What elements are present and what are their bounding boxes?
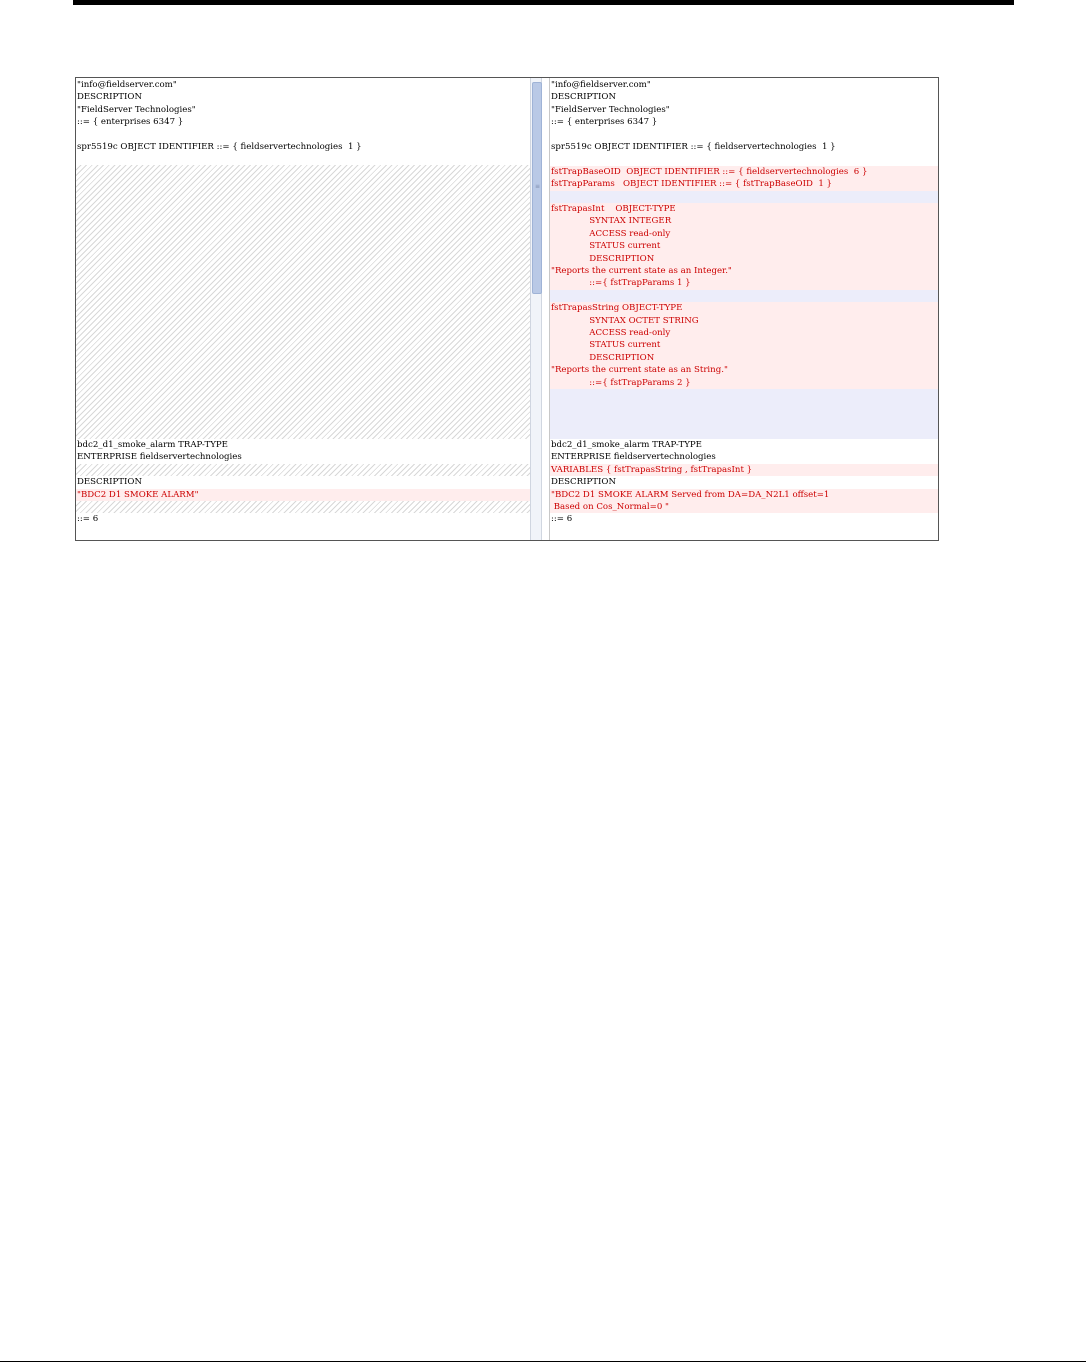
- code-line: "FieldServer Technologies": [77, 104, 196, 115]
- code-line: spr5519c OBJECT IDENTIFIER ::= { fieldservertechnologies 1 }: [77, 142, 362, 152]
- changed-line: "Reports the current state as an Integer.": [551, 266, 732, 276]
- code-line: ::= 6: [77, 514, 99, 525]
- code-line: [550, 153, 938, 165]
- changed-line: SYNTAX OCTET STRING: [551, 315, 699, 326]
- changed-line: STATUS current: [551, 241, 661, 252]
- code-line: bdc2_d1_smoke_alarm TRAP-TYPE: [77, 440, 228, 450]
- changed-line: STATUS current: [551, 340, 661, 351]
- code-line: [76, 129, 530, 141]
- changed-line: Based on Cos_Normal=0 ": [551, 502, 669, 512]
- changed-line: ACCESS read-only: [551, 228, 671, 239]
- diff-gutter: [542, 78, 550, 540]
- changed-line: fstTrapasString OBJECT-TYPE: [551, 303, 683, 314]
- code-line: ::= { enterprises 6347 }: [551, 117, 658, 128]
- code-line: "FieldServer Technologies": [551, 104, 670, 115]
- code-line: bdc2_d1_smoke_alarm TRAP-TYPE: [551, 440, 702, 450]
- code-line: ::= 6: [551, 514, 573, 525]
- code-line: [550, 129, 938, 141]
- changed-line: ACCESS read-only: [551, 328, 671, 338]
- footer-rule: [0, 1361, 1086, 1362]
- vertical-scrollbar[interactable]: [530, 78, 542, 540]
- code-line: [550, 191, 938, 203]
- changed-line: ::={ fstTrapParams 1 }: [551, 278, 691, 289]
- changed-line: "BDC2 D1 SMOKE ALARM Served from DA=DA_N2L1 offset=1: [551, 489, 830, 500]
- left-pane[interactable]: [76, 78, 530, 540]
- changed-line: fstTrapBaseOID OBJECT IDENTIFIER ::= { fieldservertechnologies 6 }: [551, 166, 868, 177]
- code-line: spr5519c OBJECT IDENTIFIER ::= { fieldservertechnologies 1 }: [551, 142, 836, 152]
- changed-line: fstTrapParams OBJECT IDENTIFIER ::= { fstTrapBaseOID 1 }: [551, 179, 832, 190]
- code-line: DESCRIPTION: [77, 92, 142, 103]
- code-line: "info@fieldserver.com": [77, 80, 177, 90]
- missing-lines-hatch: [76, 165, 530, 439]
- changed-line: ::={ fstTrapParams 2 }: [551, 377, 691, 388]
- changed-line: DESCRIPTION: [551, 352, 655, 363]
- right-pane[interactable]: [550, 78, 938, 540]
- scrollbar-thumb[interactable]: [532, 82, 542, 294]
- code-line: DESCRIPTION: [77, 477, 142, 488]
- code-line: [550, 290, 938, 302]
- changed-line: fstTrapasInt OBJECT-TYPE: [551, 204, 676, 214]
- code-line: "info@fieldserver.com": [551, 80, 651, 90]
- code-line: DESCRIPTION: [551, 477, 616, 488]
- changed-line: DESCRIPTION: [551, 253, 655, 264]
- grip-icon: ≡: [535, 183, 541, 190]
- changed-line: "Reports the current state as an String.": [551, 365, 728, 376]
- code-line: ::= { enterprises 6347 }: [77, 117, 184, 128]
- changed-line: "BDC2 D1 SMOKE ALARM": [76, 489, 530, 501]
- header-rule: [73, 0, 1014, 5]
- missing-lines-hatch: [76, 464, 530, 476]
- code-line: DESCRIPTION: [551, 92, 616, 103]
- padding-block: [550, 389, 938, 439]
- code-line: ENTERPRISE fieldservertechnologies: [77, 452, 242, 463]
- changed-line: VARIABLES { fstTrapasString , fstTrapasInt }: [550, 464, 938, 476]
- diff-viewer: [75, 77, 939, 541]
- changed-line: SYNTAX INTEGER: [551, 216, 672, 227]
- code-line: ENTERPRISE fieldservertechnologies: [551, 452, 716, 463]
- missing-lines-hatch: [76, 501, 530, 513]
